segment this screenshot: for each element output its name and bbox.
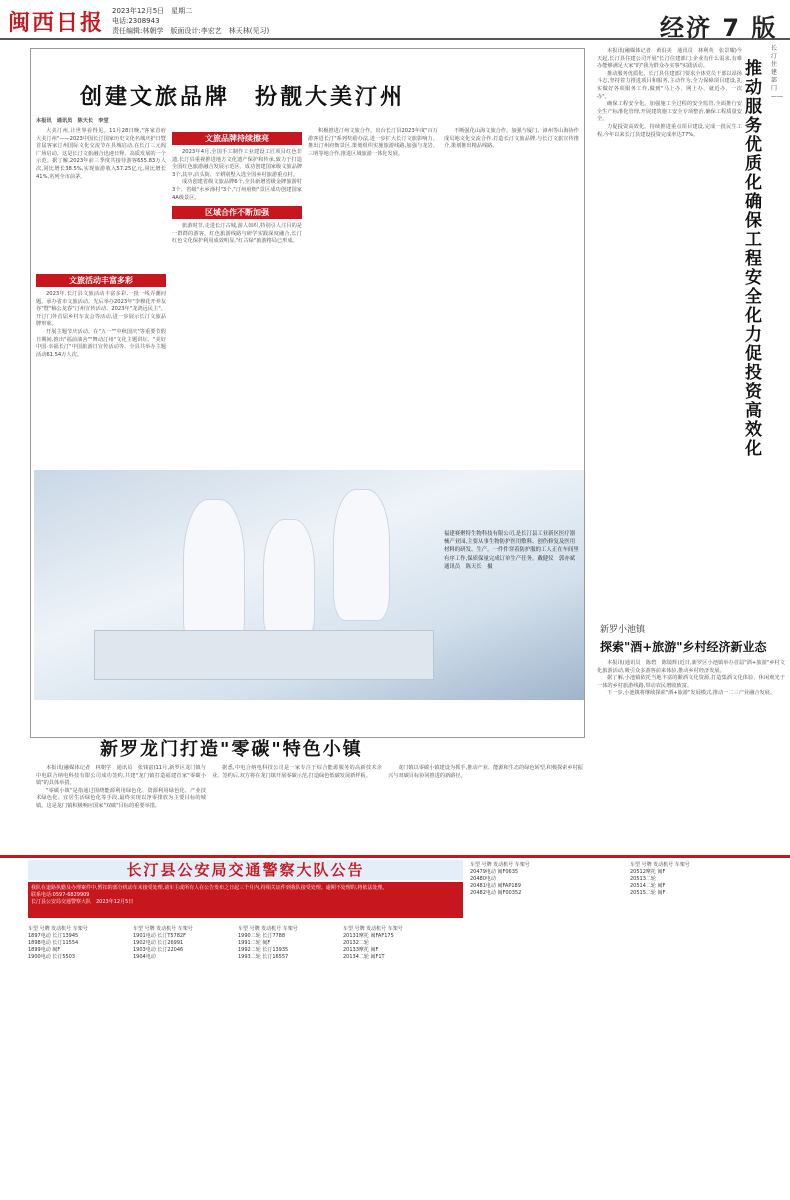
worker-figure <box>334 490 389 620</box>
table-row: 1901电动 长汀T5782F <box>133 932 186 939</box>
town-p3: 据悉,中电合纳电科技公司是一家专注于综合能源服务的高新技术企业。签约后,双方将在龙门镇开展零碳示范,打造绿色低碳发展新样板。 <box>212 765 382 779</box>
wine-p6: 据了解,小池镇依托当地丰富的酿酒文化资源,打造集酒文化体验、休闲观光于一体的乡村旅游线路,带动农民增收致富。 <box>597 675 785 689</box>
notice-header-row: 车型 号牌 发动机号 车架号 <box>470 862 530 868</box>
wine-p5: 本报讯(通讯员 陈碧 陈镜辉)近日,新罗区小池镇举办首届"酒+旅游"乡村文化旅游活动,吸引众多游客前来体验,推动乡村经济发展。 <box>597 660 785 674</box>
right-p2: 推动服务优质化。长汀县住建部门要求全体党员干部以昂扬斗志,坚持着力推进项目和服务,主动作为,全力保障项目建设,扎实做好各项服务工作,做到"马上办、网上办、就近办、一次办"。 <box>597 70 742 100</box>
main-headline: 创建文旅品牌 扮靓大美汀州 <box>80 84 406 110</box>
table-row: 20513二轮 <box>630 875 656 882</box>
table-row: 1897电动 长汀13945 <box>28 932 79 939</box>
table-row: 20479电动 闽F0635 <box>470 868 519 875</box>
table-row: 1992二轮 长汀13935 <box>238 946 289 953</box>
notice-header-row: 车型 号牌 发动机号 车架号 <box>238 926 298 932</box>
notice-intro-bar <box>28 882 463 918</box>
main-p5: 成功创建省级文旅品牌6个,全县新增省级金牌旅游村3个、省级"水乡渔村"3个,"汀州府衙"景区成功创建国家4A级景区。 <box>172 179 302 201</box>
right-headline: 推动服务优质化 确保工程安全化 力促投资高效化 <box>745 59 779 459</box>
table-row: 1904电动 <box>133 953 156 960</box>
table-row: 20480电动 <box>470 875 496 882</box>
table-row: 20514二轮 闽F <box>630 882 666 889</box>
phone: 电话:2308943 <box>112 17 160 25</box>
main-p4: 2023年4月,全国手工制作工业建设工匠项目红色非遗,长汀县重视推进地方文化遗产保护和传承,致力于打造全国红色旅游融合发展示范区。成功创建国家级文旅品牌3个,其中,店头街、辛耕别墅入选全国乡村旅游重点村。 <box>172 149 302 178</box>
table-row: 1898电动 长汀11554 <box>28 939 79 946</box>
town-headline: 新罗龙门打造"零碳"特色小镇 <box>100 739 363 760</box>
notice-signer: 长汀县公安局交通警察大队 2023年12月5日 <box>31 899 134 905</box>
factory-photo <box>34 470 584 700</box>
main-col-1 <box>36 128 172 238</box>
notice-header-row: 车型 号牌 发动机号 车架号 <box>630 862 690 868</box>
main-col-4 <box>444 128 579 468</box>
table-row: 20134二轮 闽F1T <box>343 953 385 960</box>
right-body <box>597 48 742 628</box>
town-col-2 <box>212 765 382 850</box>
subhead-cooperation: 区域合作不断加强 <box>172 206 302 219</box>
main-p6: 旅游时节,走进长汀古城,游人如织,特别引人注目的是一群群的游客。红色旅游线路与研学实践深度融合,长汀红色文化保护利用成效明显,"红古绿"旅游格局已形成。 <box>172 223 302 245</box>
notice-column <box>630 862 690 897</box>
town-col-3 <box>388 765 583 850</box>
editors: 责任编辑:林朝学 版面设计:李宏艺 林天林(见习) <box>112 27 270 35</box>
main-col-1b <box>36 270 166 470</box>
newspaper-logo: 闽西日报 <box>8 10 105 36</box>
main-col-2 <box>172 128 302 468</box>
town-col-1 <box>36 765 206 850</box>
worker-figure <box>264 520 314 640</box>
table-row: 20482电动 闽F00352 <box>470 889 522 896</box>
right-kicker: 长汀住建部门—— <box>771 45 783 100</box>
section-label: 经济 7 版 <box>660 14 778 42</box>
table-row: 20133摩托 闽F <box>343 946 379 953</box>
subhead-brand: 文旅品牌持续擦亮 <box>172 132 302 145</box>
table-row: 1993二轮 长汀16557 <box>238 953 289 960</box>
main-p1: 大美汀州,让世界看得见。11月28日晚,"客家首府 大美汀州"——2023中国长汀国家历史文化名城庆护日暨首届客家汀州国际文化交流节在县城启动,在长汀三元阁广场启动。这是长汀文旅融合迅速日释、高质发展的一个示范。据了解,2023年前三季度共接待游客655.83万人次,同比增长38.5%,实现旅游收入57.25亿元,同比增长41%,名列全市前茅。 <box>36 128 172 180</box>
main-p7: 积极推进汀州文旅合作。出台长汀县2023年度"百万游客进长汀"系列奖励办法,进一步扩大长汀文旅影响力。推出汀州府衙景区,策划组织实施旅游线路,加强与龙岩、三明等地合作,推进区域旅游一体化发展。 <box>308 128 438 157</box>
notice-intro: 我队在道路执勤及办理案件中,暂扣的部分机动车未接受处理,请车主或所有人在公告发布之日起三个月内,持相关证件到我队接受处理。逾期不处理的,将依法处理。 <box>31 885 388 891</box>
table-row: 20131摩托 闽FAF175 <box>343 932 394 939</box>
notice-header-row: 车型 号牌 发动机号 车架号 <box>133 926 193 932</box>
page-header <box>0 0 790 40</box>
wine-headline: 探索"酒+旅游"乡村经济新业态 <box>600 640 767 654</box>
table-row: 1902电动 长汀26991 <box>133 939 184 946</box>
notice-column <box>238 926 298 961</box>
main-col-3 <box>308 128 438 468</box>
notice-column <box>28 926 88 961</box>
table-row: 1899电动 闽F <box>28 946 61 953</box>
table-row: 20512摩托 闽F <box>630 868 666 875</box>
notice-column <box>133 926 193 961</box>
table-row: 20132二轮 <box>343 939 369 946</box>
notice-column <box>343 926 403 961</box>
notice-contact: 联系电话:0597-6829909 <box>31 892 90 898</box>
header-meta <box>112 6 269 36</box>
notice-title: 长汀县公安局交通警察大队公告 <box>28 860 463 880</box>
work-table <box>94 630 434 680</box>
main-p8: 不断强化山海文旅合作。加强与厦门、漳州等山海协作成员地文化交流合作,打造长汀文旅品牌,与长汀文旅宣传推介,策划推出精品线路。 <box>444 128 579 150</box>
table-row: 1903电动 长汀22046 <box>133 946 184 953</box>
town-p4: 龙门镇以零碳小镇建设为抓手,推动产业、能源和生态的绿色转型,积极探索乡村振兴与双碳目标协同推进的新路径。 <box>388 765 583 779</box>
issue-date: 2023年12月5日 星期二 <box>112 7 193 15</box>
right-p4: 力促投资高效化。持续推进重点项目建设,完成一批民生工程,今年以来长汀县建设投资完成率达77%。 <box>597 123 742 138</box>
right-p3: 确保工程安全化。加强施工全过程的安全监管,全面推行安全生产标准化管理,开展建筑施工安全专项整治,确保工程质量安全。 <box>597 101 742 123</box>
wine-p7: 下一步,小池镇将继续探索"酒+旅游"发展模式,推动一二三产业融合发展。 <box>607 690 776 697</box>
town-p2: "零碳小镇"是指通过围绕能源利用绿色化、资源利用绿色化、产业技术绿色化、宜居生活绿色化等手段,最终实现以净零排放为主要目标的城镇。这是龙门镇积极响应国家"双碳"目标的重要举措。 <box>36 787 206 809</box>
worker-figure <box>184 500 244 650</box>
table-row: 20481电动 闽FAP189 <box>470 882 521 889</box>
wine-body <box>597 660 785 850</box>
main-p3: 开展主题节庆活动。在"五一""中秋国庆"等重要节假日期间,推出"福前油舍""舞动汀州"文化主题讲坛、"美好中国·幸福长汀"中国旅游日宣传活动等。全县共举办主题活动61.54万人次。 <box>36 328 166 358</box>
table-row: 20515二轮 闽F <box>630 889 666 896</box>
right-p1: 本报讯(融媒体记者 黄沿美 通讯员 林利英 张景耀)今天起,长汀县住建公司开展"长汀住建部门:企业有什么需求,有难办能够满足大家"的"我为群众办实事"实践活动。 <box>597 48 742 70</box>
main-byline: 本报讯 通讯员 陈天长 李堂 <box>36 118 109 124</box>
column-label: 新罗小池镇 <box>600 625 646 635</box>
main-p2: 2023年,长汀县文旅活动丰富多彩,一批一线弄潮问题。承办省市文旅活动。先后举办2023年"李穆花开养友谷"暨"稿公龙春"汀州宣传活动、2023年"龙鸿远民主"、开汀门外首届乡村车友会等活动,进一步展示长汀文旅品牌形象。 <box>36 291 166 328</box>
notice-header-row: 车型 号牌 发动机号 车架号 <box>343 926 403 932</box>
table-row: 1900电动 长汀5503 <box>28 953 76 960</box>
photo-caption: 福建赛聚特生物科技有限公司,是长汀县工业新区医疗器械产业园,主要从事生物防护医用敷料、创伤修复及医用材料的研发、生产。一件件穿着防护服的工人正在车间里有序工作,保质保量完成订单生产任务。戴健仪 郭亦斌 通讯员 陈天长 摄 <box>444 531 581 570</box>
table-row: 1991二轮 闽F <box>238 939 271 946</box>
notice-header-row: 车型 号牌 发动机号 车架号 <box>28 926 88 932</box>
subhead-activities: 文旅活动丰富多彩 <box>36 274 166 287</box>
notice-column <box>470 862 530 897</box>
town-p1: 本报讯(融媒体记者 林朝学 通讯员 张钱富)11月,新罗区龙门镇与中电联合纳电科技有限公司成功签约,共建"龙门镇打造福建首家"零碳小镇"的具体举措。 <box>36 765 206 787</box>
table-row: 1990二轮 长汀7788 <box>238 932 286 939</box>
